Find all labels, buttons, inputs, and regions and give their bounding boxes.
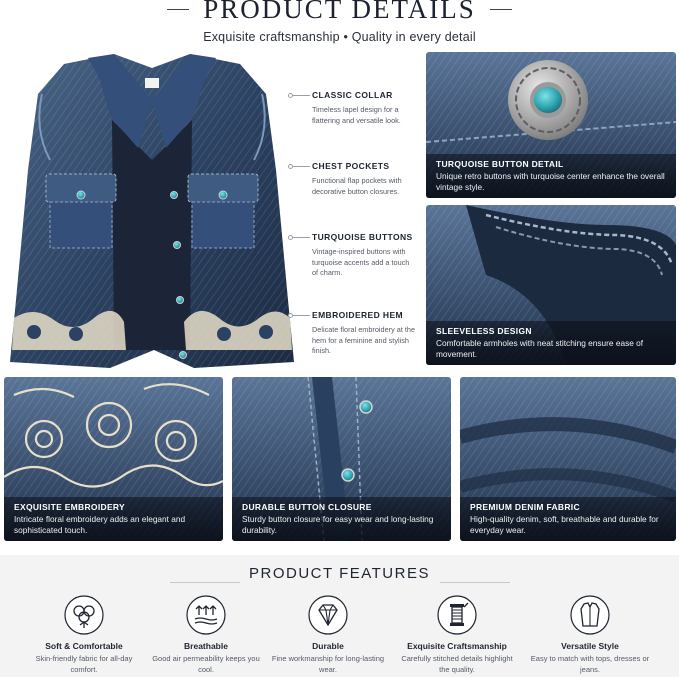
title-row (0, 0, 679, 25)
leader-dot (288, 313, 293, 318)
feature-breathable (146, 595, 266, 675)
leader-line (290, 95, 310, 96)
vest-illustration (4, 50, 300, 372)
feature-title: Exquisite Craftsmanship (407, 641, 507, 651)
caption-text: Sturdy button closure for easy wear and long-lasting durability. (242, 514, 434, 535)
header (0, 0, 679, 48)
caption-title: DURABLE BUTTON CLOSURE (242, 502, 372, 512)
product-features (0, 555, 679, 677)
feature-text: Fine workmanship for long-lasting wear. (271, 654, 385, 674)
caption-title: SLEEVELESS DESIGN (436, 326, 532, 336)
callout-text: Vintage-inspired buttons with turquoise accents add a touch of charm. (312, 247, 410, 277)
caption-text: Comfortable armholes with neat stitching ensure ease of movement. (436, 338, 644, 359)
diamond-icon (308, 595, 348, 635)
feature-text: Good air permeability keeps you cool. (152, 654, 260, 674)
feature-text: Easy to match with tops, dresses or jeans. (530, 654, 650, 674)
thread-spool-icon (437, 595, 477, 635)
callout-title: CHEST POCKETS (312, 161, 390, 171)
feature-title: Soft & Comfortable (45, 641, 123, 651)
page-title: PRODUCT DETAILS (203, 0, 476, 24)
callout-collar (312, 90, 416, 126)
caption-text: High-quality denim, soft, breathable and durable for everyday wear. (470, 514, 659, 535)
detail-panel-sleeveless (426, 205, 676, 365)
callout-text: Delicate floral embroidery at the hem for a feminine and stylish finish. (312, 325, 416, 355)
airflow-icon (186, 595, 226, 635)
caption-title: PREMIUM DENIM FABRIC (470, 502, 580, 512)
detail-panel-embroidery (4, 377, 223, 541)
leader-dot (288, 93, 293, 98)
feature-title: Breathable (184, 641, 228, 651)
leader-line (290, 315, 310, 316)
features-left-rule (170, 582, 240, 583)
cotton-icon (64, 595, 104, 635)
callout-title: CLASSIC COLLAR (312, 90, 393, 100)
callout-turquoise-buttons (312, 232, 416, 279)
caption-title: TURQUOISE BUTTON DETAIL (436, 159, 564, 169)
title-left-rule (167, 9, 189, 10)
callout-text: Functional flap pockets with decorative button closures. (312, 176, 402, 196)
feature-soft-comfortable (24, 595, 144, 675)
callout-embroidered-hem (312, 310, 416, 357)
feature-versatile-style (530, 595, 650, 675)
feature-text: Carefully stitched details highlight the quality. (401, 654, 513, 674)
shirt-icon (570, 595, 610, 635)
feature-text: Skin-friendly fabric for all-day comfort. (35, 654, 133, 674)
callout-chest-pockets (312, 161, 416, 197)
caption-title: EXQUISITE EMBROIDERY (14, 502, 126, 512)
leader-line (290, 237, 310, 238)
feature-title: Versatile Style (561, 641, 619, 651)
caption (426, 154, 676, 198)
feature-craftsmanship (397, 595, 517, 675)
caption-text: Unique retro buttons with turquoise center enhance the overall vintage style. (436, 171, 665, 192)
caption (460, 497, 676, 541)
callout-title: EMBROIDERED HEM (312, 310, 404, 320)
detail-panel-turquoise-button (426, 52, 676, 198)
caption (4, 497, 223, 541)
callout-text: Timeless lapel design for a flattering and versatile look. (312, 105, 401, 125)
page-subtitle: Exquisite craftsmanship • Quality in every detail (203, 30, 476, 44)
feature-durable (268, 595, 388, 675)
title-right-rule (490, 9, 512, 10)
leader-line (290, 166, 310, 167)
denim-vest-image (4, 50, 300, 372)
caption (426, 321, 676, 365)
callout-column (300, 50, 420, 372)
features-title: PRODUCT FEATURES (249, 565, 430, 582)
feature-title: Durable (312, 641, 344, 651)
leader-dot (288, 235, 293, 240)
detail-panel-button-closure (232, 377, 451, 541)
callout-title: TURQUOISE BUTTONS (312, 232, 413, 242)
features-right-rule (440, 582, 510, 583)
caption-text: Intricate floral embroidery adds an elegant and sophisticated touch. (14, 514, 186, 535)
leader-dot (288, 164, 293, 169)
caption (232, 497, 451, 541)
detail-panel-denim-fabric (460, 377, 676, 541)
